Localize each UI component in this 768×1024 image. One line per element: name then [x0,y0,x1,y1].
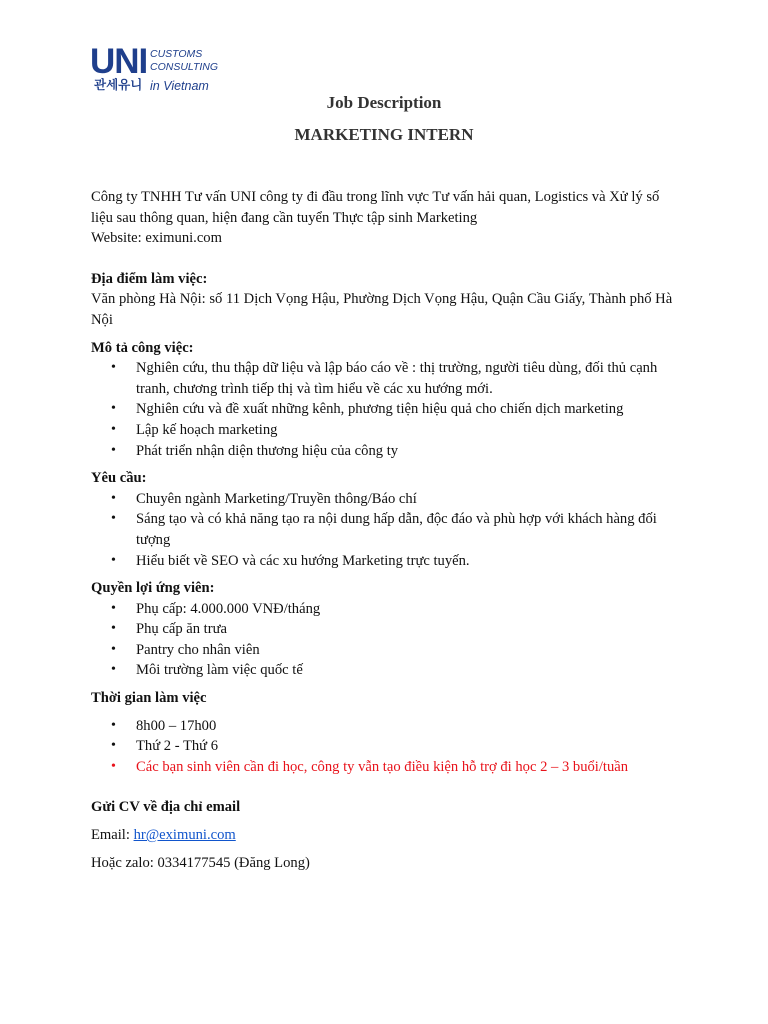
contact-heading: Gửi CV về địa chỉ email [91,799,241,816]
location-text: Văn phòng Hà Nội: số 11 Dịch Vọng Hậu, Phường Dịch Vọng Hậu, Quận Cầu Giấy, Thành phố Hà Nội [91,291,673,328]
location-heading: Địa điểm làm việc: [91,270,208,287]
list-item: • Phát triển nhận diện thương hiệu của công ty [91,441,683,462]
logo-customs: CUSTOMS [150,48,203,60]
email-label: Email: [91,827,134,844]
website-line: Website: eximuni.com [91,230,222,247]
list-item: • Pantry cho nhân viên [91,640,683,661]
company-logo [90,44,220,96]
email-link[interactable]: hr@eximuni.com [133,827,236,844]
list-item: • Nghiên cứu và đề xuất những kênh, phương tiện hiệu quả cho chiến dịch marketing [91,399,683,420]
intro-paragraph: Công ty TNHH Tư vấn UNI công ty đi đầu trong lĩnh vực Tư vấn hải quan, Logistics và Xử lý số liệu sau thông quan, hiện đang cần tuyển Thực tập sinh Marketing [91,189,660,226]
list-item: • Thứ 2 - Thứ 6 [91,736,683,757]
benefits-list [91,599,683,681]
email-line [91,825,683,846]
requirements-list [91,489,683,571]
list-item: • Nghiên cứu, thu thập dữ liệu và lập báo cáo về : thị trường, người tiêu dùng, đối thủ cạnh tranh, chương trình tiếp thị và tìm hiểu về các xu hướng mới. [91,358,683,399]
study-support-note: • Các bạn sinh viên cần đi học, công ty vẫn tạo điều kiện hỗ trợ đi học 2 – 3 buổi/tuần [91,757,683,778]
list-item: • Môi trường làm việc quốc tế [91,660,683,681]
description-heading: Mô tả công việc: [91,339,194,356]
list-item: • Hiểu biết về SEO và các xu hướng Marketing trực tuyến. [91,551,683,572]
logo-in-vietnam: in Vietnam [150,79,209,93]
list-item: • Sáng tạo và có khả năng tạo ra nội dung hấp dẫn, độc đáo và phù hợp với khách hàng đối tượng [91,509,683,550]
zalo-line: Hoặc zalo: 0334177545 (Đăng Long) [91,854,310,871]
logo-consulting: CONSULTING [150,61,219,73]
job-title: MARKETING INTERN [294,125,474,144]
description-list [91,358,683,461]
benefits-heading: Quyền lợi ứng viên: [91,580,215,597]
list-item: • Phụ cấp ăn trưa [91,619,683,640]
schedule-list [91,716,683,778]
list-item: • Chuyên ngành Marketing/Truyền thông/Báo chí [91,489,683,510]
logo-brand: UNI [90,42,148,81]
schedule-heading: Thời gian làm việc [91,690,207,707]
list-item: • Phụ cấp: 4.000.000 VNĐ/tháng [91,599,683,620]
requirements-heading: Yêu cầu: [91,470,147,487]
list-item: • 8h00 – 17h00 [91,716,683,737]
logo-korean: 관세유니 [94,77,143,92]
document-body [91,187,683,873]
document-title: Job Description [326,93,442,112]
list-item: • Lập kế hoạch marketing [91,420,683,441]
